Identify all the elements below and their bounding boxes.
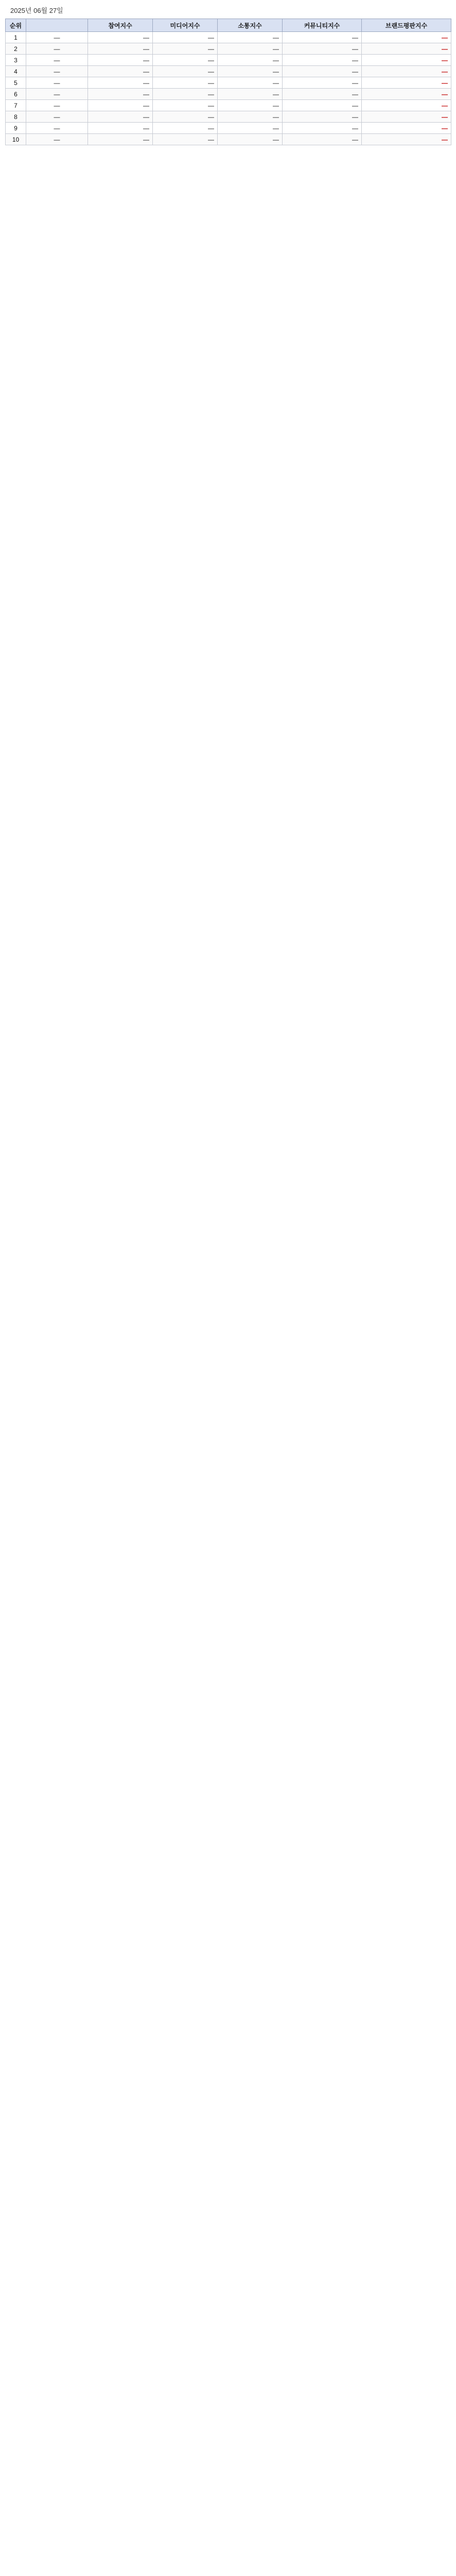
brand-reputation-cell: — [362, 89, 451, 100]
table-row [6, 32, 451, 43]
brand-reputation-cell: — [362, 100, 451, 111]
rank-cell: 5 [6, 77, 26, 89]
header-media: 미디어지수 [153, 19, 218, 32]
table-row [6, 111, 451, 123]
table-row [6, 89, 451, 100]
table-row [6, 123, 451, 134]
rank-cell: 2 [6, 43, 26, 55]
rank-cell: 1 [6, 32, 26, 43]
header-community: 커뮤니티지수 [283, 19, 362, 32]
media-cell: — [153, 77, 218, 89]
communication-cell: — [218, 55, 283, 66]
brand-reputation-cell: — [362, 66, 451, 77]
rank-cell: 8 [6, 111, 26, 123]
community-cell: — [283, 89, 362, 100]
header-communication: 소통지수 [218, 19, 283, 32]
media-cell: — [153, 55, 218, 66]
brand-reputation-cell: — [362, 77, 451, 89]
media-cell: — [153, 89, 218, 100]
community-cell: — [283, 55, 362, 66]
rank-cell: 10 [6, 134, 26, 145]
name-cell: — [26, 123, 88, 134]
header-rank: 순위 [6, 19, 26, 32]
table-body [6, 32, 451, 145]
name-cell: — [26, 134, 88, 145]
brand-reputation-cell: — [362, 111, 451, 123]
participation-cell: — [88, 89, 153, 100]
media-cell: — [153, 134, 218, 145]
community-cell: — [283, 100, 362, 111]
media-cell: — [153, 66, 218, 77]
community-cell: — [283, 43, 362, 55]
communication-cell: — [218, 123, 283, 134]
table-row [6, 77, 451, 89]
community-cell: — [283, 111, 362, 123]
table-row [6, 134, 451, 145]
name-cell: — [26, 111, 88, 123]
media-cell: — [153, 111, 218, 123]
table-header-row [6, 19, 451, 32]
communication-cell: — [218, 89, 283, 100]
community-cell: — [283, 77, 362, 89]
participation-cell: — [88, 111, 153, 123]
media-cell: — [153, 43, 218, 55]
community-cell: — [283, 32, 362, 43]
participation-cell: — [88, 134, 153, 145]
participation-cell: — [88, 100, 153, 111]
community-cell: — [283, 134, 362, 145]
communication-cell: — [218, 66, 283, 77]
name-cell: — [26, 32, 88, 43]
community-cell: — [283, 123, 362, 134]
participation-cell: — [88, 66, 153, 77]
participation-cell: — [88, 123, 153, 134]
brand-reputation-cell: — [362, 134, 451, 145]
brand-reputation-cell: — [362, 43, 451, 55]
brand-reputation-cell: — [362, 55, 451, 66]
report-date: 2025년 06월 27일 [10, 7, 63, 14]
media-cell: — [153, 32, 218, 43]
rank-cell: 6 [6, 89, 26, 100]
table-row [6, 66, 451, 77]
rank-cell: 3 [6, 55, 26, 66]
header-brand-reputation: 브랜드평판지수 [362, 19, 451, 32]
communication-cell: — [218, 32, 283, 43]
table-row [6, 100, 451, 111]
name-cell: — [26, 89, 88, 100]
media-cell: — [153, 100, 218, 111]
participation-cell: — [88, 43, 153, 55]
communication-cell: — [218, 100, 283, 111]
brand-reputation-cell: — [362, 32, 451, 43]
name-cell: — [26, 55, 88, 66]
name-cell: — [26, 43, 88, 55]
communication-cell: — [218, 111, 283, 123]
rank-cell: 4 [6, 66, 26, 77]
participation-cell: — [88, 77, 153, 89]
media-cell: — [153, 123, 218, 134]
participation-cell: — [88, 55, 153, 66]
table-row [6, 43, 451, 55]
table-row [6, 55, 451, 66]
communication-cell: — [218, 43, 283, 55]
participation-cell: — [88, 32, 153, 43]
communication-cell: — [218, 77, 283, 89]
header-participation: 참여지수 [88, 19, 153, 32]
name-cell: — [26, 77, 88, 89]
header-name [26, 19, 88, 32]
community-cell: — [283, 66, 362, 77]
rank-cell: 9 [6, 123, 26, 134]
rank-cell: 7 [6, 100, 26, 111]
communication-cell: — [218, 134, 283, 145]
name-cell: — [26, 66, 88, 77]
brand-reputation-cell: — [362, 123, 451, 134]
ranking-table [5, 19, 451, 145]
name-cell: — [26, 100, 88, 111]
